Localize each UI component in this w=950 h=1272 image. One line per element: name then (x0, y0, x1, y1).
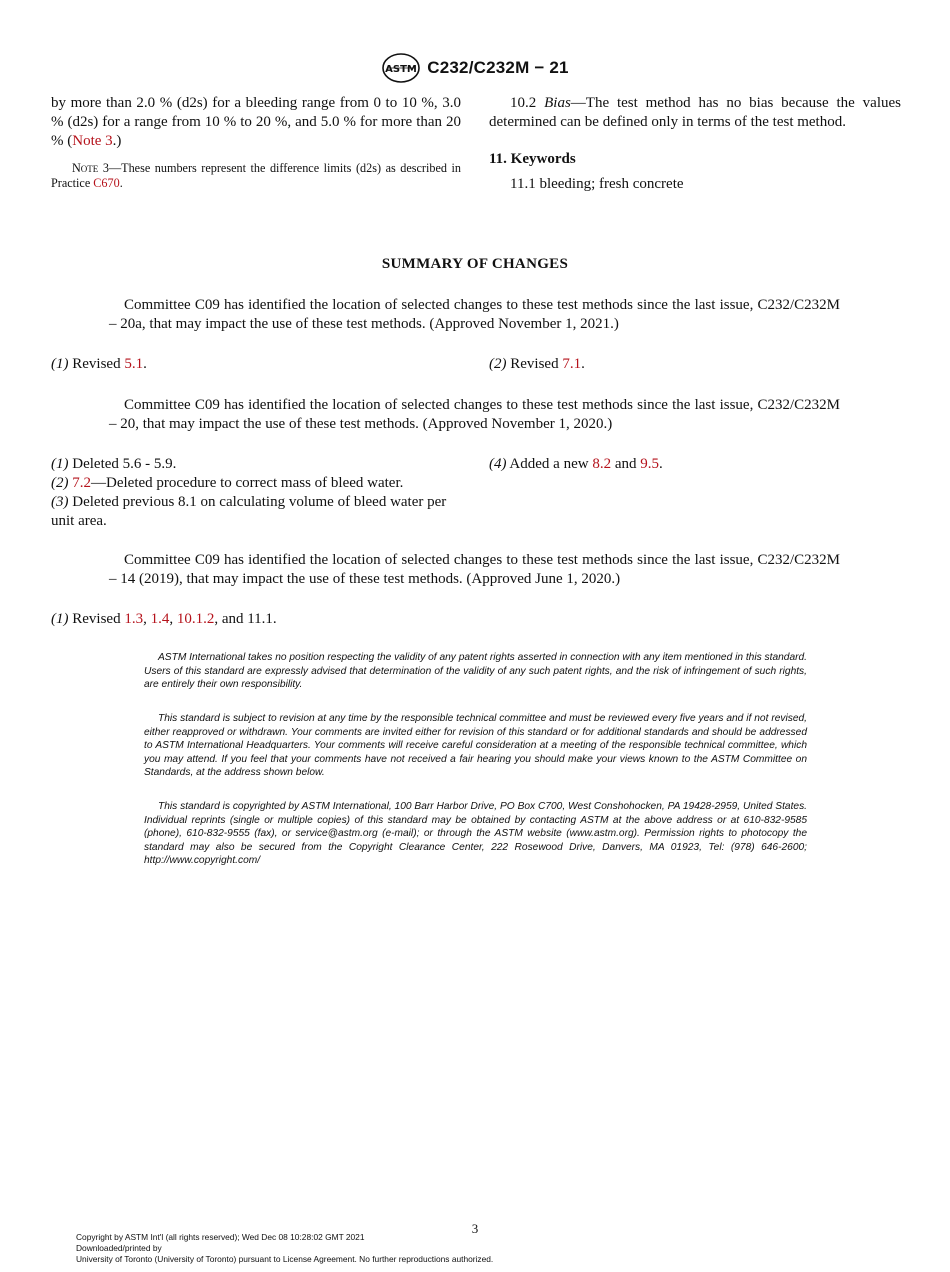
change-list (51, 455, 461, 531)
section-1-4-link[interactable]: 1.4 (150, 611, 170, 627)
svg-text:ASTM: ASTM (385, 64, 418, 75)
change-item: (3) Deleted previous 8.1 on calculating volume of bleed water per unit area. (51, 494, 447, 529)
change-item: (4) Added a new 8.2 and 9.5. (489, 456, 663, 472)
document-id: C232/C232M − 21 (427, 58, 569, 77)
change-item: (2) Revised 7.1. (489, 356, 585, 372)
revision-notice: This standard is subject to revision at any time by the responsible technical committee and must be reviewed every five years and if not revised, either reapproved or withdrawn. Your comments are invited either for revision of this standard or for additional standards and should be addressed to ASTM International Headquarters. Your comments will receive careful consideration at a meeting of the responsible technical committee, which you may attend. If you feel that your comments have not received a fair hearing you should make your views known to the ASTM Committee on Standards, at the address shown below. (144, 713, 807, 779)
astm-logo-icon (381, 52, 421, 84)
note-3: Note 3—These numbers represent the difference limits (d2s) as described in Practice C670. (51, 161, 461, 190)
precision-paragraph: by more than 2.0 % (d2s) for a bleeding range from 0 to 10 %, 3.0 % (d2s) for a range from 10 % to 20 %, and 5.0 % for more than 20 % (Note 3.) (51, 95, 461, 149)
download-footer: Copyright by ASTM Int'l (all rights reserved); Wed Dec 08 10:28:02 GMT 2021 Downloaded/printed by University of Toronto (University of Toronto) pursuant to License Agreement. No further reproductions authorized. (76, 1232, 494, 1264)
summary-block-2-intro: Committee C09 has identified the location of selected changes to these test methods since the last issue, C232/C232M – 20, that may impact the use of these test methods. (Approved November 1, 2020.) (109, 397, 840, 432)
left-column (51, 94, 461, 191)
section-10-1-2-link[interactable]: 10.1.2 (176, 611, 215, 627)
copyright-notice: This standard is copyrighted by ASTM International, 100 Barr Harbor Drive, PO Box C700, West Conshohocken, PA 19428-2959, United States. Individual reprints (single or multiple copies) of this standard may be obtained by contacting ASTM at the above address or at 610-832-9585 (phone), 610-832-9555 (fax), or service@astm.org (e-mail); or through the ASTM website (www.astm.org). Permission rights to photocopy the standard may also be secured from the Copyright Clearance Center, 222 Rosewood Drive, Danvers, MA 01923, Tel: (978) 646-2600; http://www.copyright.com/ (144, 801, 807, 867)
summary-of-changes-title: SUMMARY OF CHANGES (381, 256, 569, 272)
section-7-1-link[interactable]: 7.1 (562, 356, 582, 372)
section-5-1-link[interactable]: 5.1 (124, 356, 144, 372)
change-item: (1) Deleted 5.6 - 5.9. (51, 456, 177, 472)
change-item: (1) Revised 5.1. (51, 356, 147, 372)
change-item: (1) Revised 1.3, 1.4, 10.1.2, and 11.1. (51, 611, 277, 627)
right-column (489, 94, 901, 194)
section-7-2-link[interactable]: 7.2 (72, 475, 91, 491)
patent-disclaimer: ASTM International takes no position respecting the validity of any patent rights asserted in connection with any item mentioned in this standard. Users of this standard are expressly advised that determination of the validity of any such patent rights, and the risk of infringement of such rights, are entirely their own responsibility. (144, 652, 807, 691)
page-header (0, 52, 950, 84)
section-8-2-link[interactable]: 8.2 (592, 456, 612, 472)
summary-block-3-intro: Committee C09 has identified the location of selected changes to these test methods since the last issue, C232/C232M – 14 (2019), that may impact the use of these test methods. (Approved June 1, 2020.) (109, 552, 840, 587)
c670-link[interactable]: C670 (93, 176, 120, 190)
section-1-3-link[interactable]: 1.3 (124, 611, 144, 627)
section-9-5-link[interactable]: 9.5 (640, 456, 659, 472)
bias-paragraph: 10.2 Bias—The test method has no bias because the values determined can be defined only in terms of the test method. (489, 95, 902, 130)
summary-block-1-intro: Committee C09 has identified the location of selected changes to these test methods since the last issue, C232/C232M – 20a, that may impact the use of these test methods. (Approved November 1, 2021.) (109, 297, 840, 332)
keywords-text: 11.1 bleeding; fresh concrete (510, 176, 684, 192)
page-number: 3 (471, 1221, 479, 1236)
change-item: (2) 7.2—Deleted procedure to correct mass of bleed water. (51, 475, 404, 491)
note-3-link[interactable]: Note 3 (72, 133, 113, 149)
keywords-heading: 11. Keywords (489, 151, 576, 167)
